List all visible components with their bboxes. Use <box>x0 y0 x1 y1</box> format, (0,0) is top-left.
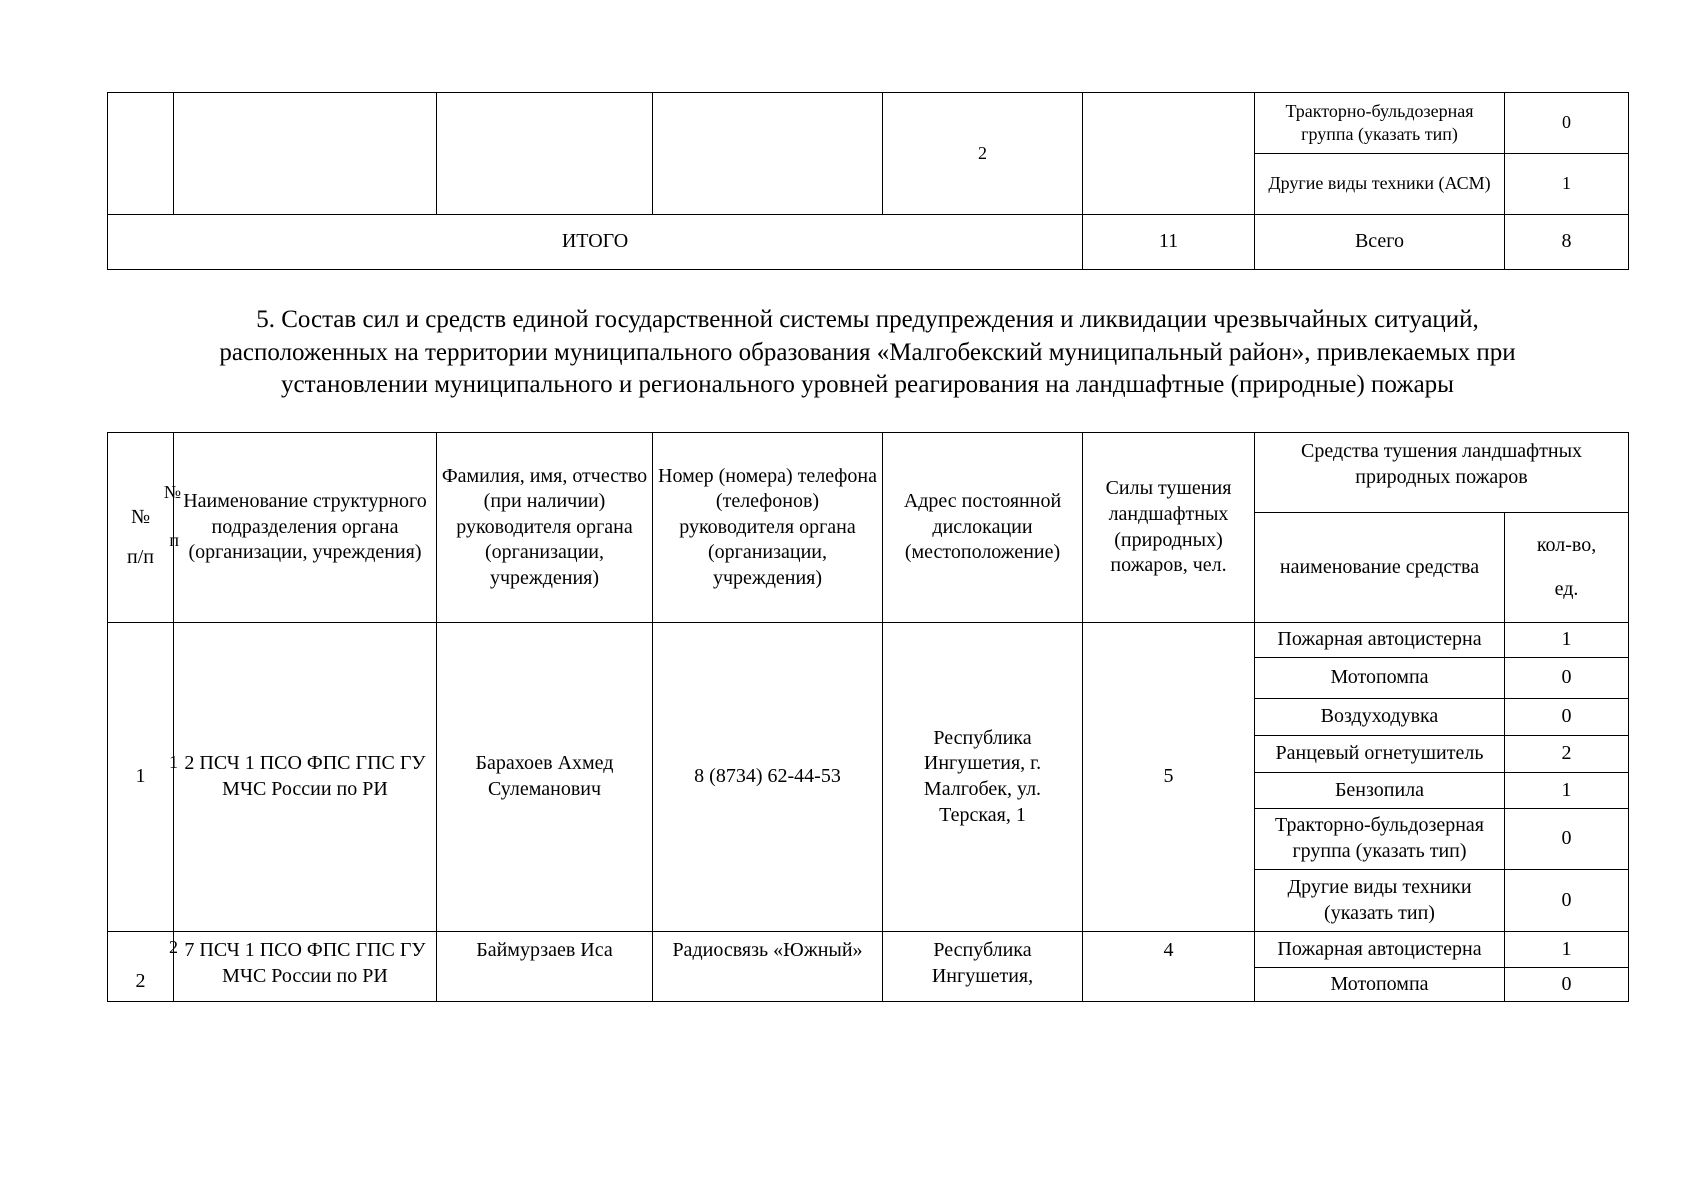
entry-forces: 4 <box>1083 932 1255 1002</box>
entry-head: Барахоев Ахмед Сулеманович <box>437 623 653 932</box>
total-equipment-qty: 8 <box>1505 215 1629 270</box>
continuation-table <box>107 92 1629 270</box>
equipment-name: Пожарная автоцистерна <box>1255 623 1505 658</box>
entry-num-label: 2 <box>135 970 146 993</box>
equipment-name: Тракторно-бульдозерная группа (указать тип) <box>1255 93 1505 154</box>
section-title <box>100 304 1635 402</box>
header-equipment: Средства тушения ландшафтных природных пожаров <box>1255 433 1629 513</box>
empty-cell <box>653 93 883 215</box>
table-row <box>108 623 1629 658</box>
equipment-qty: 0 <box>1505 699 1629 736</box>
header-num-small: № <box>163 482 181 502</box>
equipment-qty: 0 <box>1505 809 1629 870</box>
equipment-qty: 1 <box>1505 623 1629 658</box>
equipment-name: Тракторно-бульдозерная группа (указать тип) <box>1255 809 1505 870</box>
header-qty-label: ед. <box>1554 577 1579 600</box>
equipment-qty: 0 <box>1505 93 1629 154</box>
equipment-name: Пожарная автоцистерна <box>1255 932 1505 968</box>
equipment-name: Воздуходувка <box>1255 699 1505 736</box>
entry-num-label: 1 <box>135 765 146 788</box>
empty-cell <box>1083 93 1255 215</box>
equipment-name: Мотопомпа <box>1255 658 1505 699</box>
forces-table <box>107 432 1629 1002</box>
empty-cell <box>437 93 653 215</box>
entry-unit: 2 ПСЧ 1 ПСО ФПС ГПС ГУ МЧС России по РИ <box>174 623 437 932</box>
entry-num <box>108 932 178 1002</box>
header-unit: Наименование структурного подразделения органа (организации, учреждения) <box>174 433 437 623</box>
header-equipment-name: наименование средства <box>1255 513 1505 623</box>
header-head: Фамилия, имя, отчество (при наличии) руководителя органа (организации, учреждения) <box>437 433 653 623</box>
entry-forces: 5 <box>1083 623 1255 932</box>
equipment-qty: 2 <box>1505 736 1629 773</box>
header-address: Адрес постоянной дислокации (местоположение) <box>883 433 1083 623</box>
equipment-qty: 1 <box>1505 932 1629 968</box>
equipment-qty: 0 <box>1505 658 1629 699</box>
total-forces: 11 <box>1083 215 1255 270</box>
equipment-name: Ранцевый огнетушитель <box>1255 736 1505 773</box>
strength-cell: 2 <box>883 93 1083 215</box>
entry-phone: 8 (8734) 62-44-53 <box>653 623 883 932</box>
header-num-label: № <box>130 505 151 528</box>
entry-num <box>108 623 178 932</box>
equipment-qty: 1 <box>1505 154 1629 215</box>
table-row <box>108 932 1629 968</box>
entry-address: Республика Ингушетия, г. Малгобек, ул. Терская, 1 <box>883 623 1083 932</box>
equipment-name: Другие виды техники (указать тип) <box>1255 870 1505 932</box>
entry-small-num: 2 <box>169 937 178 957</box>
equipment-name: Бензопила <box>1255 773 1505 809</box>
equipment-name: Другие виды техники (АСМ) <box>1255 154 1505 215</box>
section-title-line: установлении муниципального и регионального уровней реагирования на ландшафтные (природные) пожары <box>281 371 1454 398</box>
header-equipment-qty <box>1505 513 1629 623</box>
empty-cell <box>108 93 174 215</box>
header-forces: Силы тушения ландшафтных (природных) пожаров, чел. <box>1083 433 1255 623</box>
total-equipment-label: Всего <box>1255 215 1505 270</box>
total-label: ИТОГО <box>108 215 1083 270</box>
header-phone: Номер (номера) телефона (телефонов) руководителя органа (организации, учреждения) <box>653 433 883 623</box>
section-title-line: расположенных на территории муниципального образования «Малгобекский муниципальный район», привлекаемых при <box>219 338 1516 366</box>
header-num <box>108 433 181 623</box>
entry-small-num: 1 <box>169 752 178 772</box>
section-title-line: 5. Состав сил и средств единой государственной системы предупреждения и ликвидации чрезвычайных ситуаций, <box>256 306 1479 333</box>
header-num-small: п <box>169 530 179 550</box>
entry-head: Баймурзаев Иса <box>437 932 653 1002</box>
empty-cell <box>174 93 437 215</box>
equipment-qty: 0 <box>1505 968 1629 1002</box>
entry-address: Республика Ингушетия, <box>883 932 1083 1002</box>
equipment-name: Мотопомпа <box>1255 968 1505 1002</box>
equipment-qty: 1 <box>1505 773 1629 809</box>
entry-unit: 7 ПСЧ 1 ПСО ФПС ГПС ГУ МЧС России по РИ <box>174 932 437 1002</box>
header-num-label: п/п <box>127 545 154 568</box>
header-qty-label: кол-во, <box>1536 533 1597 556</box>
entry-phone: Радиосвязь «Южный» <box>653 932 883 1002</box>
equipment-qty: 0 <box>1505 870 1629 932</box>
